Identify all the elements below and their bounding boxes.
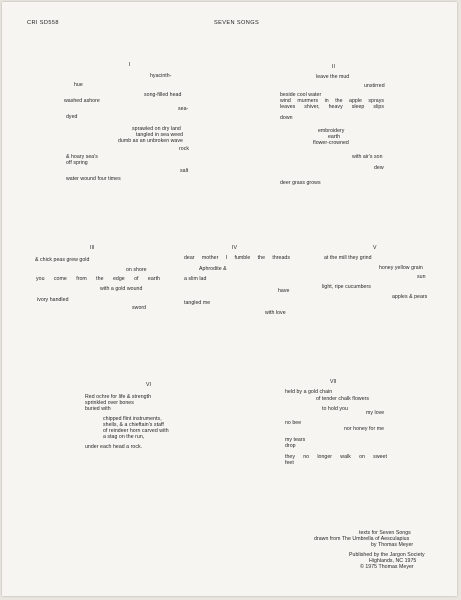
song-vi-line: under each head a rock. bbox=[85, 444, 143, 450]
song-i-line: tangled in sea weed bbox=[136, 132, 184, 138]
song-i-line: sprawled on dry land bbox=[132, 126, 181, 132]
song-iii-line: you come from the edge of earth bbox=[36, 276, 160, 282]
credits-line: drawn from The Umbrella of Aesculapius bbox=[314, 536, 410, 542]
song-iv-line: tangled me bbox=[184, 300, 211, 306]
song-numeral-ii: II bbox=[332, 64, 335, 70]
song-vii-line: no bee bbox=[285, 420, 302, 426]
song-numeral-v: V bbox=[373, 245, 377, 251]
song-ii-line: flower-crowned bbox=[313, 140, 349, 146]
credits-line: by Thomas Meyer bbox=[371, 542, 414, 548]
song-i-line: off spring bbox=[66, 160, 88, 166]
song-vi-line: Red ochre for life & strength bbox=[85, 394, 152, 400]
song-i-line: dyed bbox=[66, 114, 78, 120]
page-title: SEVEN SONGS bbox=[214, 20, 260, 26]
song-ii-line: embroidery bbox=[318, 128, 345, 134]
song-v-line: apples & pears bbox=[392, 294, 428, 300]
song-v-line: honey yellow grain bbox=[379, 265, 423, 271]
song-vi-line: buried with bbox=[85, 406, 111, 412]
song-i-line: hyacinth- bbox=[150, 73, 172, 79]
song-vii-line: drop bbox=[285, 443, 296, 449]
song-numeral-i: I bbox=[129, 62, 131, 68]
song-i-line: washed ashore bbox=[64, 98, 100, 104]
song-v-line: at the mill they grind bbox=[324, 255, 372, 261]
song-ii-line: leaves shiver, heavy sleep slips bbox=[280, 104, 384, 110]
song-iii-line: sword bbox=[132, 305, 147, 311]
song-vii-line: of tender chalk flowers bbox=[316, 396, 370, 402]
song-v-line: light, ripe cucumbers bbox=[322, 284, 371, 290]
song-ii-line: with air's son bbox=[352, 154, 383, 160]
song-numeral-vi: VI bbox=[146, 382, 152, 388]
song-ii-line: deer grass grows bbox=[280, 180, 321, 186]
song-iii-line: & chick peas grew gold bbox=[35, 257, 90, 263]
song-vii-line: my love bbox=[366, 410, 385, 416]
song-i-line: hue bbox=[74, 82, 83, 88]
song-vi-line: of reindeer horn carved with bbox=[103, 428, 169, 434]
song-iii-line: ivory handled bbox=[37, 297, 69, 303]
song-i-line: water wound four times bbox=[66, 176, 121, 182]
song-iii-line: on shore bbox=[126, 267, 147, 273]
song-numeral-vii: VII bbox=[330, 379, 337, 385]
song-iv-line: have bbox=[278, 288, 290, 294]
song-iv-line: dear mother I fumble the threads bbox=[184, 255, 290, 261]
song-vi-line: chipped flint instruments, bbox=[103, 416, 162, 422]
song-vi-line: a stag on the run, bbox=[103, 434, 145, 440]
song-ii-line: leave the mud bbox=[316, 74, 350, 80]
song-i-line: salt bbox=[180, 168, 189, 174]
credits-line: Highlands, NC 1975 bbox=[369, 558, 417, 564]
song-numeral-iii: III bbox=[90, 245, 95, 251]
liner-sheet bbox=[2, 2, 457, 596]
song-iv-line: Aphrodite & bbox=[199, 266, 227, 272]
song-ii-line: unstirred bbox=[364, 83, 385, 89]
song-vi-line: shells, & a chieftain's staff bbox=[103, 422, 164, 428]
credits-line: texts for Seven Songs bbox=[359, 530, 411, 536]
credits-line: © 1975 Thomas Meyer bbox=[360, 564, 414, 570]
song-i-line: sea- bbox=[178, 106, 189, 112]
catalog-number: CRI SD558 bbox=[27, 20, 59, 26]
song-ii-line: beside cool water bbox=[280, 92, 322, 98]
song-ii-line: down bbox=[280, 115, 293, 121]
song-i-line: dumb as an unbroken wave bbox=[118, 138, 183, 144]
song-numeral-iv: IV bbox=[232, 245, 238, 251]
song-vii-line: my tears bbox=[285, 437, 306, 443]
song-ii-line: earth bbox=[328, 134, 341, 140]
song-ii-line: wind murmers in the apple sprays bbox=[280, 98, 384, 104]
song-i-line: song-filled head bbox=[144, 92, 182, 98]
song-i-line: rock bbox=[179, 146, 189, 152]
song-vii-line: held by a gold chain bbox=[285, 389, 333, 395]
song-vii-line: they no longer walk on sweet bbox=[285, 454, 387, 460]
song-vii-line: nor honey for me bbox=[344, 426, 385, 432]
song-vi-line: sprinkled over bones bbox=[85, 400, 134, 406]
song-ii-line: dew bbox=[374, 165, 384, 171]
song-iii-line: with a gold wound bbox=[100, 286, 143, 292]
song-iv-line: a slim lad bbox=[184, 276, 207, 282]
song-vii-line: to hold you bbox=[322, 406, 348, 412]
song-v-line: sun bbox=[417, 274, 426, 280]
credits-line: Published by the Jargon Society bbox=[349, 552, 425, 558]
song-vii-line: feet bbox=[285, 460, 294, 466]
song-i-line: & hoary sea's bbox=[66, 154, 98, 160]
song-iv-line: with love bbox=[265, 310, 286, 316]
